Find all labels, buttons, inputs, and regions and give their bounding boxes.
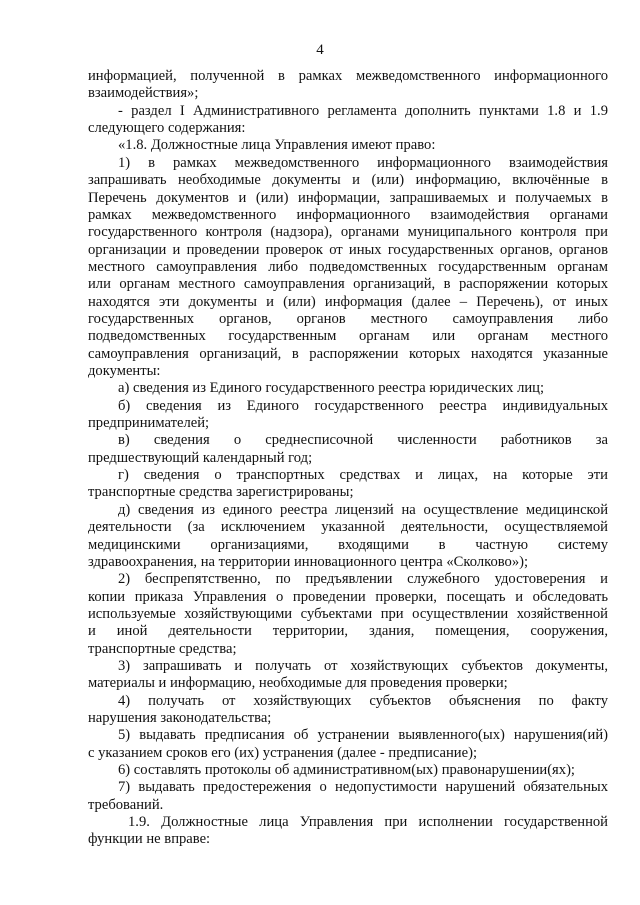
text-line: следующего содержания:	[88, 120, 246, 137]
text-line: 2) беспрепятственно, по предъявлении служебного удостоверения и	[118, 571, 608, 588]
text-line: используемые хозяйствующими субъектами при осуществлении хозяйственной	[88, 605, 608, 622]
text-line: организации и проведении проверок от иных государственных органов, органов	[88, 241, 608, 258]
text-line: и иной деятельности территории, здания, помещения, сооружения,	[88, 623, 608, 640]
text-line: г) сведения о транспортных средствах и лицах, на которые эти	[118, 467, 608, 484]
text-line: нарушения законодательства;	[88, 710, 272, 726]
text-line: в) сведения о среднесписочной численности работников за	[118, 432, 608, 449]
text-line: д) сведения из единого реестра лицензий на осуществление медицинской	[118, 501, 608, 518]
text-line: материалы и информацию, необходимые для проведения проверки;	[88, 675, 508, 692]
text-line: рамках межведомственного информационного взаимодействия органами	[88, 206, 608, 223]
text-line: копии приказа Управления о проведении проверки, посещать и обследовать	[88, 588, 608, 605]
text-line: деятельности (за исключением указанной деятельности, осуществляемой	[88, 519, 608, 536]
text-line: находятся эти документы и (или) информация (далее – Перечень), от иных	[88, 293, 608, 310]
text-line: местного самоуправления либо подведомственных государственным органам	[88, 258, 608, 275]
text-line: государственных органов, органов местного самоуправления либо	[88, 310, 608, 327]
text-line: здравоохранения, на территории инновационного центра «Сколково»);	[88, 553, 529, 570]
text-line: взаимодействия»;	[88, 85, 199, 102]
text-line: с указанием сроков его (их) устранения (далее - предписание);	[88, 744, 478, 761]
text-line: «1.8. Должностные лица Управления имеют право:	[118, 137, 436, 154]
text-line: а) сведения из Единого государственного реестра юридических лиц;	[118, 380, 545, 397]
text-line: документы:	[88, 363, 161, 379]
text-line: 4) получать от хозяйствующих субъектов объяснения по факту	[118, 692, 608, 709]
text-line: или органам местного самоуправления организаций, в распоряжении которых	[88, 276, 608, 293]
text-line: б) сведения из Единого государственного реестра индивидуальных	[118, 397, 608, 414]
text-line: запрашивать необходимые документы и (или) информацию, включённые в	[88, 172, 608, 189]
text-line: предшествующий календарный год;	[88, 449, 313, 466]
page-number: 4	[316, 42, 324, 58]
text-line: предпринимателей;	[88, 415, 210, 431]
text-line: 1.9. Должностные лица Управления при исполнении государственной	[128, 814, 608, 831]
text-line: государственного контроля (надзора), органами муниципального контроля при	[88, 224, 608, 241]
text-line: 6) составлять протоколы об административном(ых) правонарушении(ях);	[118, 762, 575, 778]
text-line: - раздел I Административного регламента дополнить пунктами 1.8 и 1.9	[118, 102, 608, 119]
text-line: подведомственных государственным органам или органам местного	[88, 328, 608, 345]
text-line: 5) выдавать предписания об устранении выявленного(ых) нарушения(ий)	[118, 727, 608, 744]
text-line: информацией, полученной в рамках межведомственного информационного	[88, 68, 608, 84]
text-line: Перечень документов и (или) информации, запрашиваемых и получаемых в	[88, 189, 608, 206]
text-line: транспортные средства зарегистрированы;	[88, 484, 354, 501]
text-line: требований.	[88, 796, 164, 813]
text-line: самоуправления организаций, в распоряжении которых находятся указанные	[88, 345, 608, 362]
text-line: медицинскими организациями, входящими в частную систему	[88, 536, 608, 553]
text-line: 1) в рамках межведомственного информационного взаимодействия	[118, 154, 608, 171]
text-line: 7) выдавать предостережения о недопустимости нарушений обязательных	[118, 779, 608, 796]
text-line: 3) запрашивать и получать от хозяйствующих субъектов документы,	[118, 657, 608, 674]
text-line: транспортные средства;	[88, 640, 237, 657]
text-line: функции не вправе:	[88, 831, 211, 848]
